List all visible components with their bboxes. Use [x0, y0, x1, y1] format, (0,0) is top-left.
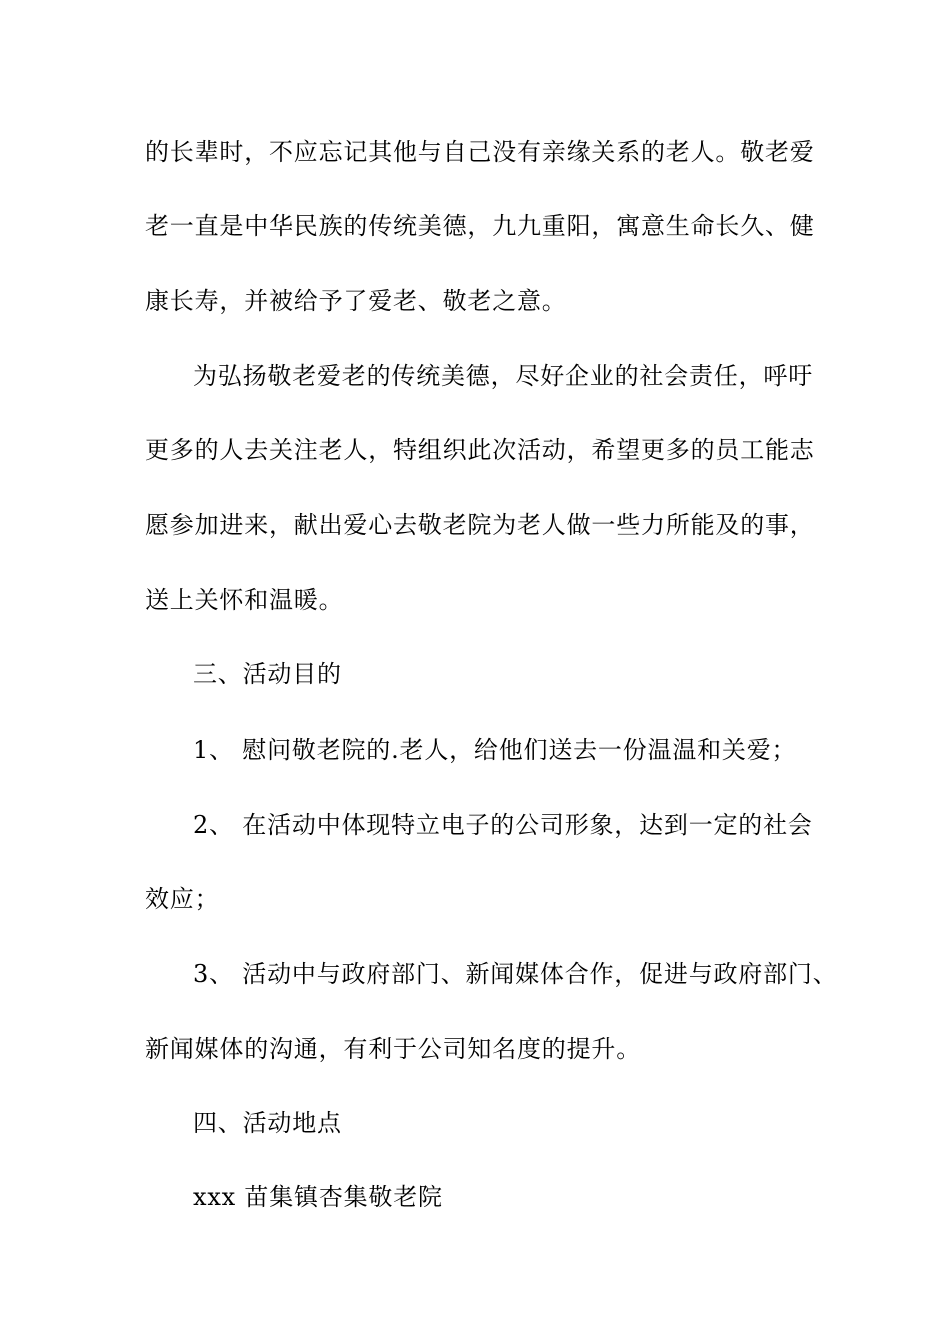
paragraph-line: 为弘扬敬老爱老的传统美德，尽好企业的社会责任，呼吁 [193, 362, 813, 390]
paragraph-line: 新闻媒体的沟通，有利于公司知名度的提升。 [145, 1035, 641, 1063]
list-item: 2、 在活动中体现特立电子的公司形象，达到一定的社会 [193, 811, 813, 839]
list-item: 3、 活动中与政府部门、新闻媒体合作，促进与政府部门、 [193, 960, 838, 988]
paragraph-line: 送上关怀和温暖。 [145, 586, 344, 614]
paragraph-line: 康长寿，并被给予了爱老、敬老之意。 [145, 287, 567, 315]
paragraph-line: 更多的人去关注老人，特组织此次活动，希望更多的员工能志 [145, 436, 815, 464]
list-item: 1、 慰问敬老院的.老人，给他们送去一份温温和关爱； [193, 736, 797, 764]
paragraph-line: 老一直是中华民族的传统美德，九九重阳，寓意生命长久、健 [145, 212, 815, 240]
paragraph-line: 效应； [145, 885, 220, 913]
section-heading: 三、活动目的 [193, 660, 342, 688]
paragraph-line: 愿参加进来，献出爱心去敬老院为老人做一些力所能及的事， [145, 511, 815, 539]
paragraph-line: 的长辈时，不应忘记其他与自己没有亲缘关系的老人。敬老爱 [145, 138, 815, 166]
location-text: xxx 苗集镇杏集敬老院 [193, 1183, 443, 1211]
section-heading: 四、活动地点 [193, 1109, 342, 1137]
